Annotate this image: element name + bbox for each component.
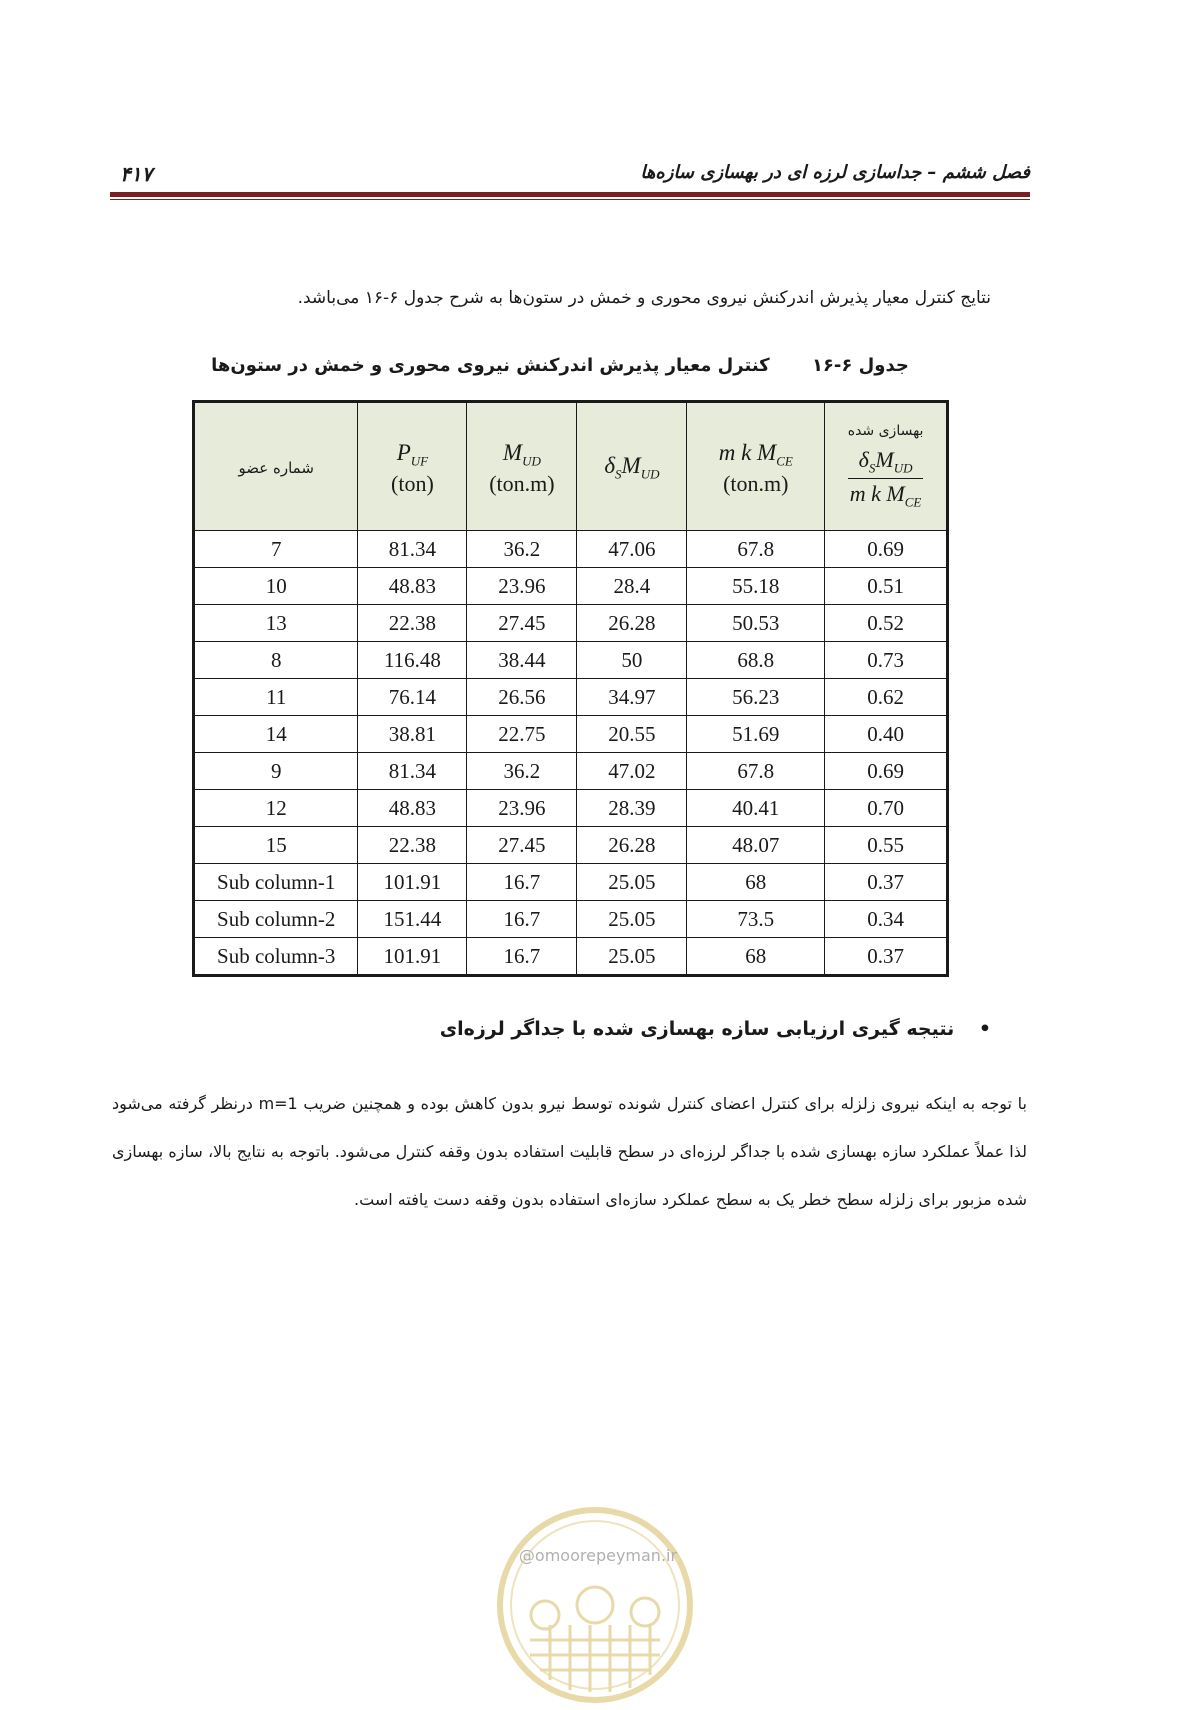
page-header [110,162,1030,192]
body-paragraph: با توجه به اینکه نیروی زلزله برای کنترل اعضای کنترل شونده توسط نیرو بدون کاهش بوده و همچنین ضریب m=1 درنظر گرفته می‌شود لذا عملاً عملکرد سازه بهسازی شده با جداگر لرزه‌ای در سطح قابلیت استفاده بدون وقفه کنترل می‌شود. باتوجه به نتایج بالا، سازه بهسازی شده مزبور برای زلزله سطح خطر یک به سطح عملکرد سازه‌ای استفاده بدون وقفه دست یافته است. [112,1094,1028,1209]
cell-mkm: 48.07 [687,827,825,864]
cell-mkm: 67.8 [687,531,825,568]
cell-puf: 38.81 [358,716,467,753]
results-table [192,400,949,977]
cell-ratio: 0.69 [825,531,948,568]
cell-mud: 27.45 [467,605,577,642]
header-mkm-unit: (ton.m) [723,471,789,497]
cell-ratio: 0.55 [825,827,948,864]
table-row [194,679,948,716]
cell-mud: 23.96 [467,568,577,605]
header-ratio-numerator: $\delta_SM_{UD}$ [848,447,924,479]
cell-puf: 22.38 [358,605,467,642]
header-member-label: شماره عضو [238,459,314,477]
cell-member: 13 [194,605,358,642]
cell-member: 7 [194,531,358,568]
cell-puf: 101.91 [358,864,467,901]
table-row [194,938,948,976]
cell-mud: 23.96 [467,790,577,827]
cell-mud: 22.75 [467,716,577,753]
cell-ratio: 0.37 [825,938,948,976]
cell-ratio: 0.69 [825,753,948,790]
cell-member: 11 [194,679,358,716]
cell-ratio: 0.51 [825,568,948,605]
watermark-site: @omoorepeyman.ir [518,1546,678,1565]
table-caption [150,355,970,376]
cell-mud: 16.7 [467,901,577,938]
cell-mkm: 73.5 [687,901,825,938]
cell-member: 12 [194,790,358,827]
cell-puf: 22.38 [358,827,467,864]
cell-member: 14 [194,716,358,753]
cell-mud: 36.2 [467,531,577,568]
cell-member: 10 [194,568,358,605]
cell-mkm: 55.18 [687,568,825,605]
table-row [194,790,948,827]
cell-puf: 76.14 [358,679,467,716]
table-row [194,864,948,901]
cell-mkm: 50.53 [687,605,825,642]
cell-ratio: 0.40 [825,716,948,753]
section-heading [440,1018,991,1040]
cell-mkm: 68 [687,938,825,976]
header-puf-symbol: $P_{UF}$ [396,439,429,469]
chapter-title: فصل ششم – جداسازی لرزه ای در بهسازی سازه‌ها [640,162,1030,183]
cell-mud: 26.56 [467,679,577,716]
header-puf-unit: (ton) [391,471,434,497]
cell-dsm: 20.55 [577,716,687,753]
cell-dsm: 50 [577,642,687,679]
cell-member: 15 [194,827,358,864]
header-mud-symbol: $M_{UD}$ [502,439,541,469]
header-rule-thin [110,199,1030,200]
bullet-icon: • [978,1018,991,1040]
header-ratio [825,402,948,531]
table-row [194,531,948,568]
cell-puf: 151.44 [358,901,467,938]
header-rule-thick [110,192,1030,197]
cell-mud: 27.45 [467,827,577,864]
table-header-row [194,402,948,531]
cell-mud: 16.7 [467,864,577,901]
header-puf [358,402,467,531]
cell-mkm: 68.8 [687,642,825,679]
cell-puf: 101.91 [358,938,467,976]
cell-ratio: 0.62 [825,679,948,716]
cell-dsm: 26.28 [577,827,687,864]
cell-member: 9 [194,753,358,790]
section-heading-text: نتیجه گیری ارزیابی سازه بهسازی شده با جداگر لرزه‌ای [439,1018,955,1040]
table-body [194,531,948,976]
intro-paragraph: نتایج کنترل معیار پذیرش اندرکنش نیروی محوری و خمش در ستون‌ها به شرح جدول ۶-۱۶ می‌باشد. [297,288,991,308]
cell-puf: 48.83 [358,568,467,605]
table-row [194,753,948,790]
header-dsm-symbol: $\delta_SM_{UD}$ [604,452,660,482]
header-ratio-fraction [848,423,924,511]
cell-puf: 116.48 [358,642,467,679]
cell-dsm: 26.28 [577,605,687,642]
cell-member: Sub column-2 [194,901,358,938]
cell-dsm: 25.05 [577,901,687,938]
cell-mkm: 51.69 [687,716,825,753]
cell-dsm: 34.97 [577,679,687,716]
header-mud [467,402,577,531]
table-caption-number: جدول ۶-۱۶ [811,355,909,376]
cell-mkm: 68 [687,864,825,901]
header-member [194,402,358,531]
cell-mkm: 67.8 [687,753,825,790]
table-row [194,716,948,753]
header-dsm [577,402,687,531]
cell-ratio: 0.52 [825,605,948,642]
header-ratio-label: بهسازی شده [847,422,924,439]
page-number: ۴۱۷ [120,162,153,186]
table-caption-title: کنترل معیار پذیرش اندرکنش نیروی محوری و خمش در ستون‌ها [211,355,770,376]
table-row [194,901,948,938]
header-mud-unit: (ton.m) [489,471,555,497]
header-mkm [687,402,825,531]
table-row [194,827,948,864]
cell-puf: 81.34 [358,753,467,790]
cell-puf: 48.83 [358,790,467,827]
cell-member: Sub column-3 [194,938,358,976]
cell-mkm: 40.41 [687,790,825,827]
cell-ratio: 0.70 [825,790,948,827]
cell-ratio: 0.37 [825,864,948,901]
cell-mud: 38.44 [467,642,577,679]
header-mkm-symbol: m k $M_{CE}$ [718,439,793,469]
cell-dsm: 28.4 [577,568,687,605]
table-row [194,642,948,679]
cell-dsm: 25.05 [577,864,687,901]
watermark-logo-icon [490,1500,700,1710]
cell-mud: 36.2 [467,753,577,790]
header-ratio-denominator: m k $M_{CE}$ [849,481,922,510]
cell-dsm: 25.05 [577,938,687,976]
cell-member: 8 [194,642,358,679]
cell-dsm: 47.06 [577,531,687,568]
cell-puf: 81.34 [358,531,467,568]
cell-member: Sub column-1 [194,864,358,901]
cell-mud: 16.7 [467,938,577,976]
cell-ratio: 0.73 [825,642,948,679]
cell-dsm: 47.02 [577,753,687,790]
cell-dsm: 28.39 [577,790,687,827]
cell-mkm: 56.23 [687,679,825,716]
cell-ratio: 0.34 [825,901,948,938]
table-row [194,605,948,642]
table-row [194,568,948,605]
